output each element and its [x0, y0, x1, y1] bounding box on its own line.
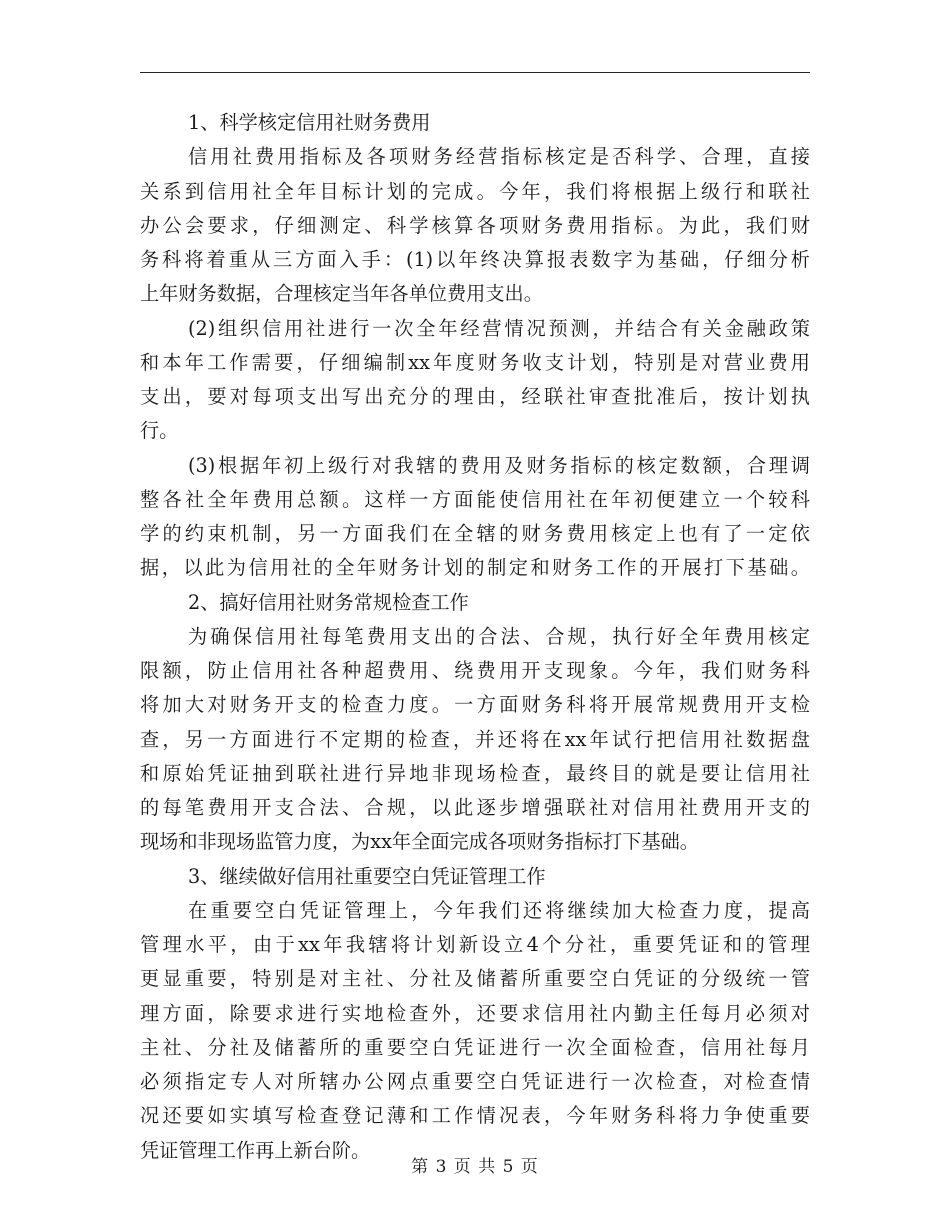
paragraph-line: 况还要如实填写检查登记薄和工作情况表，今年财务科将力争使重要 [140, 1104, 810, 1128]
paragraph-line: 据，以此为信用社的全年财务计划的制定和财务工作的开展打下基础。 [140, 556, 810, 580]
paragraph-first-line: 信用社费用指标及各项财务经营指标核定是否科学、合理，直接 [188, 145, 810, 169]
paragraph-line: 和本年工作需要，仔细编制xx年度财务收支计划，特别是对营业费用 [140, 350, 810, 374]
paragraph-line: 的每笔费用开支合法、合规，以此逐步增强联社对信用社费用开支的 [140, 796, 810, 819]
paragraph-line: 管理水平，由于xx年我辖将计划新设立4个分社，重要凭证和的管理 [140, 933, 810, 956]
paragraph-line: 理方面，除要求进行实地检查外，还要求信用社内勤主任每月必须对 [140, 1001, 810, 1025]
paragraph-line: 查，另一方面进行不定期的检查，并还将在xx年试行把信用社数据盘 [140, 727, 810, 751]
paragraph-first-line: 为确保信用社每笔费用支出的合法、合规，执行好全年费用核定 [188, 624, 810, 648]
paragraph-first-line: 在重要空白凭证管理上，今年我们还将继续加大检查力度，提高 [188, 898, 810, 922]
paragraph-line: 整各社全年费用总额。这样一方面能使信用社在年初便建立一个较科 [140, 487, 810, 511]
paragraph-first-line: 3、继续做好信用社重要空白凭证管理工作 [188, 864, 546, 888]
paragraph-first-line: 2、搞好信用社财务常规检查工作 [188, 590, 469, 614]
paragraph-line: 上年财务数据，合理核定当年各单位费用支出。 [140, 282, 543, 306]
paragraph-line: 关系到信用社全年目标计划的完成。今年，我们将根据上级行和联社 [140, 179, 810, 203]
document-body [140, 106, 810, 1168]
paragraph-line: 主社、分社及储蓄所的重要空白凭证进行一次全面检查，信用社每月 [140, 1035, 810, 1059]
paragraph-line: 务科将着重从三方面入手：(1)以年终决算报表数字为基础，仔细分析 [140, 248, 810, 271]
paragraph-line: 限额，防止信用社各种超费用、绕费用开支现象。今年，我们财务科 [140, 659, 810, 682]
header-rule [140, 72, 810, 73]
page-footer: 第 3 页 共 5 页 [411, 1157, 539, 1177]
paragraph-line: 凭证管理工作再上新台阶。 [140, 1138, 371, 1162]
paragraph-line: 必须指定专人对所辖办公网点重要空白凭证进行一次检查，对检查情 [140, 1070, 810, 1093]
paragraph-first-line: 1、科学核定信用社财务费用 [188, 111, 431, 134]
paragraph-line: 将加大对财务开支的检查力度。一方面财务科将开展常规费用开支检 [140, 693, 810, 717]
paragraph-line: 更显重要，特别是对主社、分社及储蓄所重要空白凭证的分级统一管 [140, 967, 810, 991]
paragraph-first-line: (2)组织信用社进行一次全年经营情况预测，并结合有关金融政策 [188, 316, 810, 340]
paragraph-line: 和原始凭证抽到联社进行异地非现场检查，最终目的就是要让信用社 [140, 761, 810, 785]
paragraph-line: 办公会要求，仔细测定、科学核算各项财务费用指标。为此，我们财 [140, 213, 810, 237]
paragraph-first-line: (3)根据年初上级行对我辖的费用及财务指标的核定数额，合理调 [188, 453, 810, 477]
paragraph-line: 行。 [140, 419, 179, 443]
paragraph-line: 现场和非现场监管力度，为xx年全面完成各项财务指标打下基础。 [140, 830, 699, 854]
paragraph-line: 学的约束机制，另一方面我们在全辖的财务费用核定上也有了一定依 [140, 522, 810, 545]
paragraph-line: 支出，要对每项支出写出充分的理由，经联社审查批准后，按计划执 [140, 385, 810, 408]
